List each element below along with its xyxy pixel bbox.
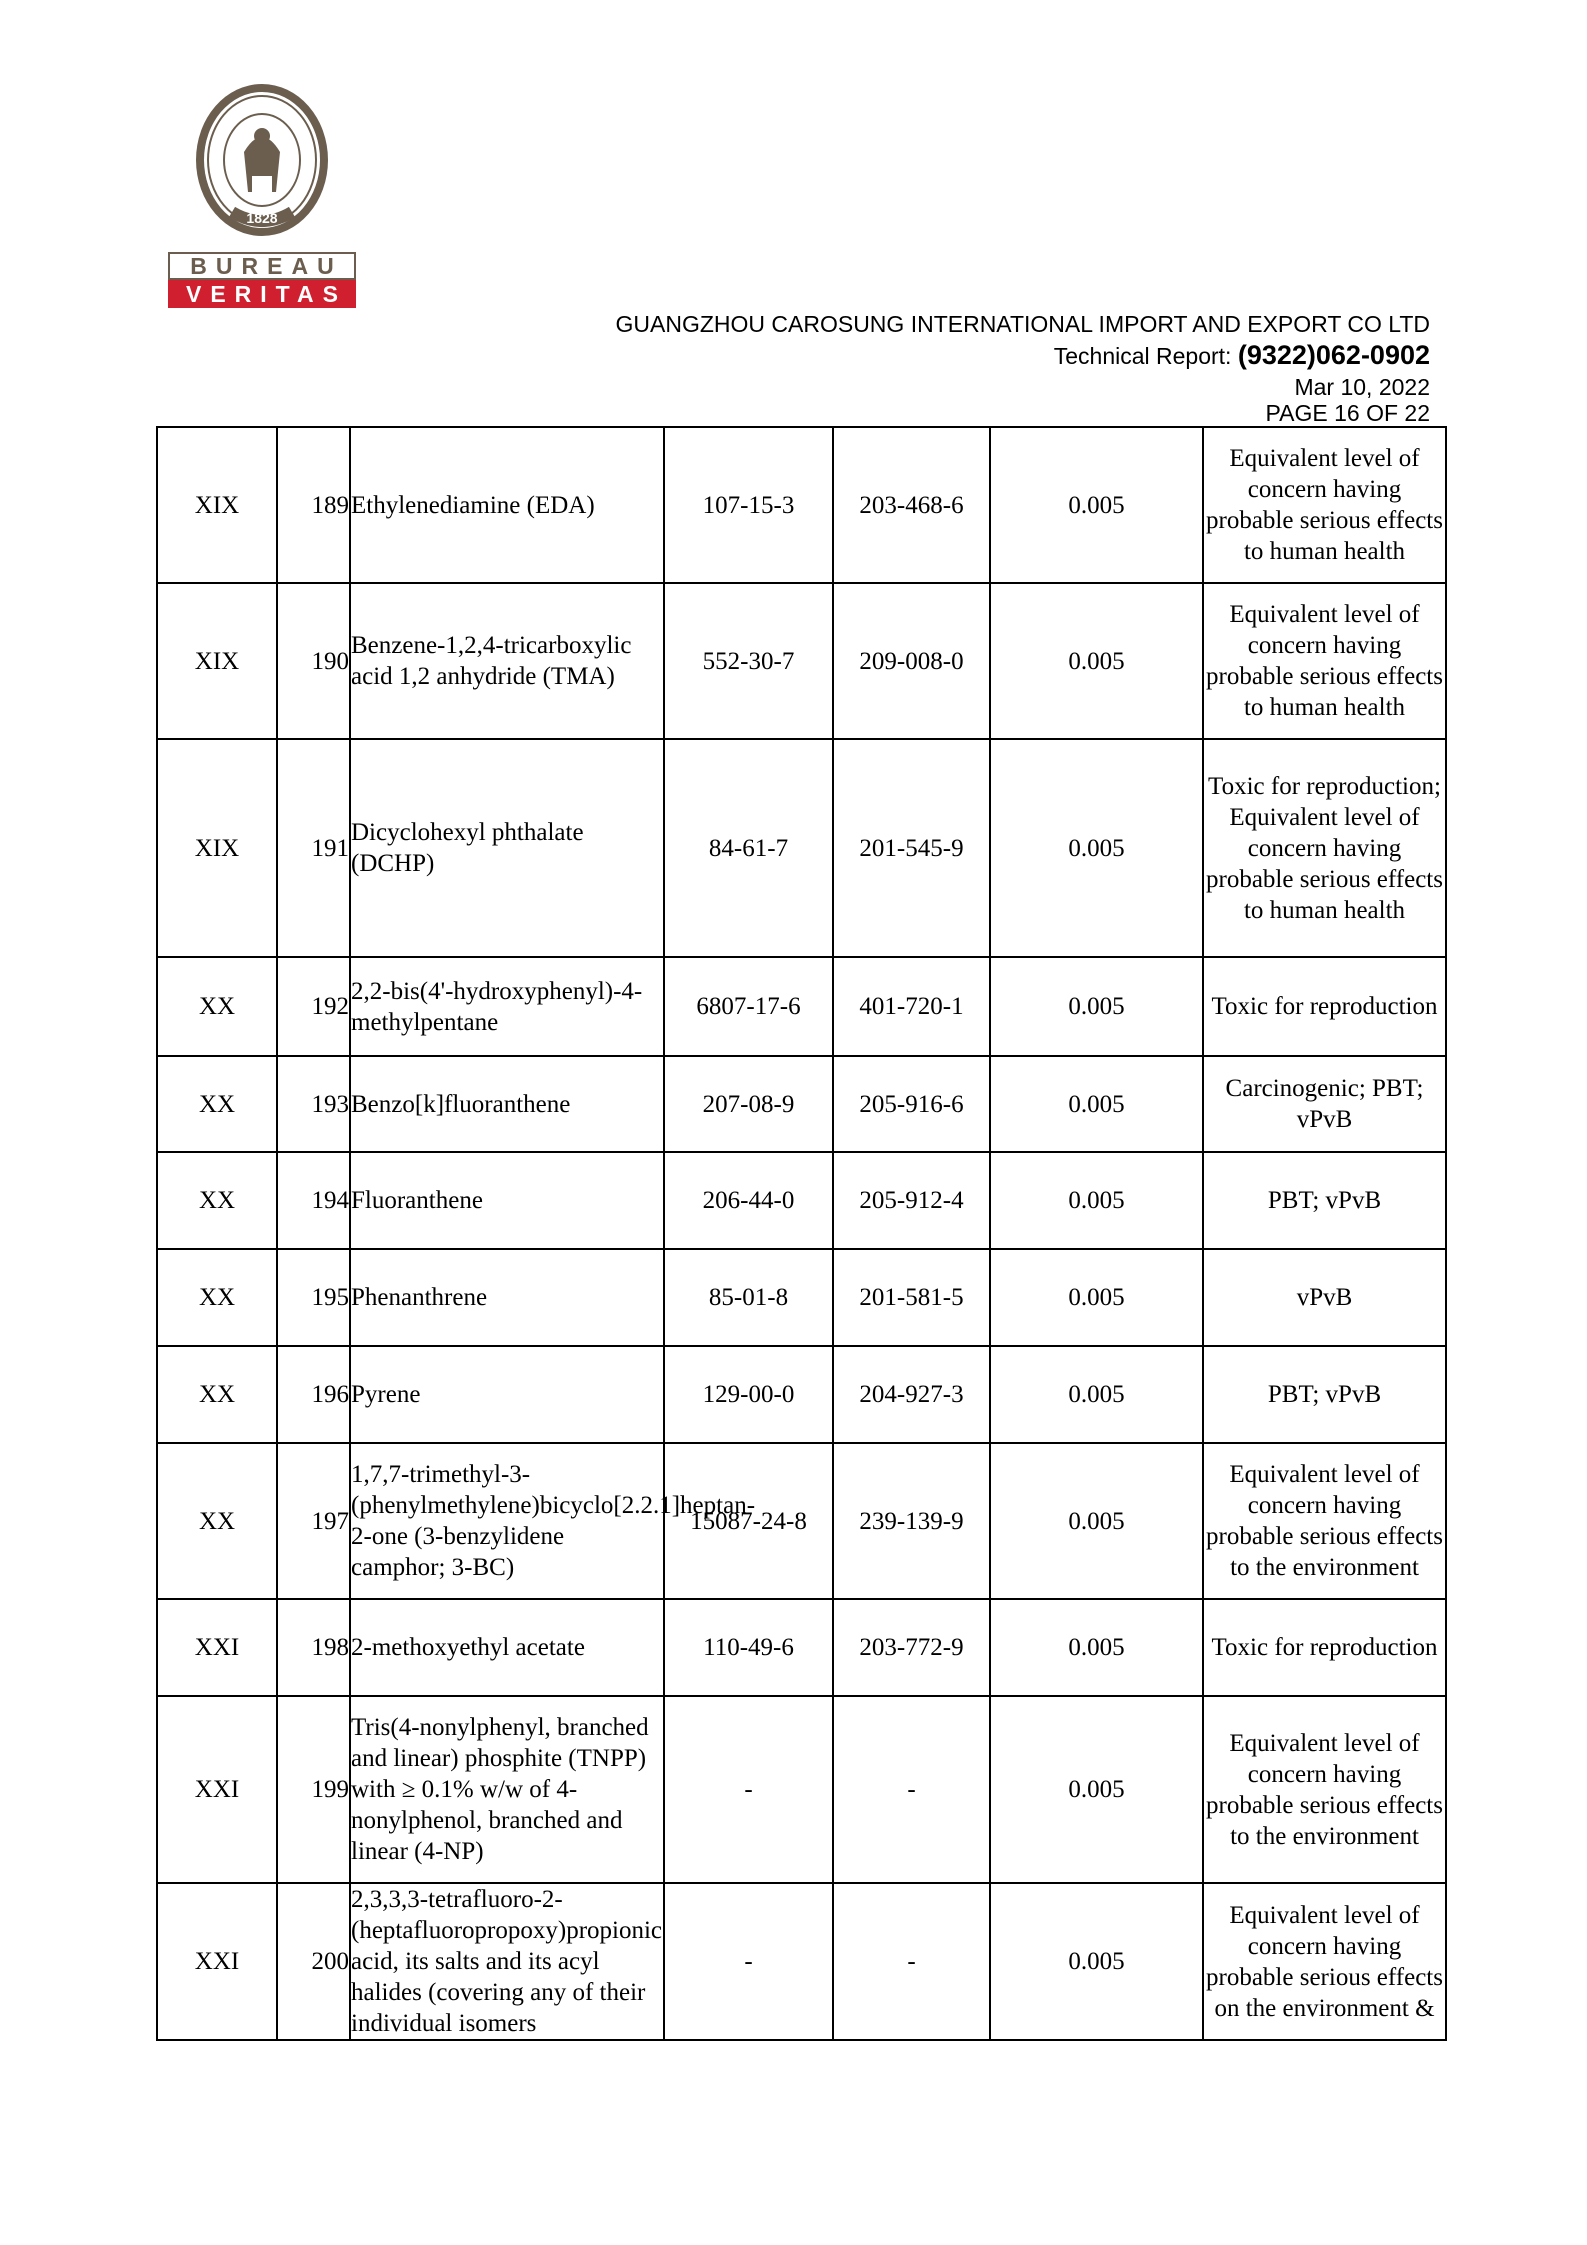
- reason-cell: PBT; vPvB: [1203, 1152, 1446, 1249]
- no-cell: 198: [277, 1599, 350, 1696]
- table-row: [157, 957, 1446, 1056]
- no-cell: 189: [277, 427, 350, 583]
- cas-cell: 206-44-0: [664, 1152, 833, 1249]
- cas-cell: 84-61-7: [664, 739, 833, 957]
- cas-cell: 207-08-9: [664, 1056, 833, 1152]
- cas-cell: -: [664, 1696, 833, 1883]
- limit-cell: 0.005: [990, 583, 1203, 739]
- no-cell: 190: [277, 583, 350, 739]
- ec-cell: 204-927-3: [833, 1346, 990, 1443]
- substance-name-cell: Phenanthrene: [350, 1249, 664, 1346]
- cas-cell: 110-49-6: [664, 1599, 833, 1696]
- substance-name-cell: 2,3,3,3-tetrafluoro-2-(heptafluoropropoxy)propionic acid, its salts and its acyl halides (covering any of their individual isomers: [350, 1883, 664, 2040]
- page-indicator: PAGE 16 OF 22: [1265, 400, 1430, 426]
- substance-name-cell: Benzo[k]fluoranthene: [350, 1056, 664, 1152]
- substance-name-cell: Tris(4-nonylphenyl, branched and linear) phosphite (TNPP) with ≥ 0.1% w/w of 4-nonylphenol, branched and linear (4-NP): [350, 1696, 664, 1883]
- ec-cell: -: [833, 1696, 990, 1883]
- ec-cell: 201-545-9: [833, 739, 990, 957]
- table-row: [157, 1599, 1446, 1696]
- reason-cell: Carcinogenic; PBT; vPvB: [1203, 1056, 1446, 1152]
- table-row: [157, 1152, 1446, 1249]
- table-row: [157, 1883, 1446, 2040]
- reason-cell: Equivalent level of concern having probable serious effects to human health: [1203, 427, 1446, 583]
- svg-text:1828: 1828: [246, 210, 278, 226]
- report-number: (9322)062-0902: [1237, 340, 1430, 370]
- substance-table: [156, 426, 1447, 2041]
- ec-cell: 209-008-0: [833, 583, 990, 739]
- cas-cell: -: [664, 1883, 833, 2040]
- substance-name-cell: 1,7,7-trimethyl-3-(phenylmethylene)bicyclo[2.2.1]heptan-2-one (3-benzylidene camphor; 3-BC): [350, 1443, 664, 1599]
- report-line: [1054, 340, 1430, 371]
- reason-cell: Toxic for reproduction: [1203, 957, 1446, 1056]
- limit-cell: 0.005: [990, 1056, 1203, 1152]
- annex-cell: XX: [157, 1443, 277, 1599]
- cas-cell: 129-00-0: [664, 1346, 833, 1443]
- substance-name-cell: Pyrene: [350, 1346, 664, 1443]
- no-cell: 200: [277, 1883, 350, 2040]
- limit-cell: 0.005: [990, 957, 1203, 1056]
- table-row: [157, 1443, 1446, 1599]
- reason-cell: vPvB: [1203, 1249, 1446, 1346]
- table-row: [157, 1346, 1446, 1443]
- no-cell: 193: [277, 1056, 350, 1152]
- reason-cell: Equivalent level of concern having probable serious effects to human health: [1203, 583, 1446, 739]
- ec-cell: 203-468-6: [833, 427, 990, 583]
- bureau-veritas-seal-icon: [192, 80, 332, 240]
- limit-cell: 0.005: [990, 427, 1203, 583]
- report-date: Mar 10, 2022: [1294, 374, 1430, 400]
- logo-wordmark: [168, 252, 356, 308]
- ec-cell: 203-772-9: [833, 1599, 990, 1696]
- table-row: [157, 1249, 1446, 1346]
- reason-cell: PBT; vPvB: [1203, 1346, 1446, 1443]
- ec-cell: 205-916-6: [833, 1056, 990, 1152]
- substance-name-cell: Fluoranthene: [350, 1152, 664, 1249]
- annex-cell: XXI: [157, 1883, 277, 2040]
- cas-cell: 6807-17-6: [664, 957, 833, 1056]
- ec-cell: 239-139-9: [833, 1443, 990, 1599]
- no-cell: 192: [277, 957, 350, 1056]
- no-cell: 194: [277, 1152, 350, 1249]
- ec-cell: 205-912-4: [833, 1152, 990, 1249]
- cas-cell: 15087-24-8: [664, 1443, 833, 1599]
- logo-word-top: BUREAU: [168, 252, 356, 280]
- substance-name-cell: Benzene-1,2,4-tricarboxylic acid 1,2 anhydride (TMA): [350, 583, 664, 739]
- limit-cell: 0.005: [990, 1443, 1203, 1599]
- limit-cell: 0.005: [990, 1883, 1203, 2040]
- bureau-veritas-logo: [168, 80, 356, 312]
- limit-cell: 0.005: [990, 1599, 1203, 1696]
- limit-cell: 0.005: [990, 1346, 1203, 1443]
- limit-cell: 0.005: [990, 1152, 1203, 1249]
- annex-cell: XIX: [157, 427, 277, 583]
- ec-cell: 201-581-5: [833, 1249, 990, 1346]
- ec-cell: 401-720-1: [833, 957, 990, 1056]
- no-cell: 199: [277, 1696, 350, 1883]
- table-row: [157, 739, 1446, 957]
- no-cell: 196: [277, 1346, 350, 1443]
- table-row: [157, 1056, 1446, 1152]
- logo-word-bottom: VERITAS: [168, 280, 356, 308]
- annex-cell: XX: [157, 957, 277, 1056]
- annex-cell: XX: [157, 1152, 277, 1249]
- report-label: Technical Report:: [1053, 343, 1238, 369]
- cas-cell: 552-30-7: [664, 583, 833, 739]
- substance-name-cell: Ethylenediamine (EDA): [350, 427, 664, 583]
- reason-cell: Toxic for reproduction: [1203, 1599, 1446, 1696]
- reason-cell: Equivalent level of concern having probable serious effects on the environment &: [1203, 1883, 1446, 2040]
- no-cell: 197: [277, 1443, 350, 1599]
- limit-cell: 0.005: [990, 1696, 1203, 1883]
- annex-cell: XX: [157, 1249, 277, 1346]
- limit-cell: 0.005: [990, 1249, 1203, 1346]
- substance-name-cell: Dicyclohexyl phthalate (DCHP): [350, 739, 664, 957]
- annex-cell: XXI: [157, 1696, 277, 1883]
- annex-cell: XXI: [157, 1599, 277, 1696]
- table-row: [157, 583, 1446, 739]
- company-name: GUANGZHOU CAROSUNG INTERNATIONAL IMPORT AND EXPORT CO LTD: [615, 311, 1430, 337]
- cas-cell: 85-01-8: [664, 1249, 833, 1346]
- cas-cell: 107-15-3: [664, 427, 833, 583]
- no-cell: 195: [277, 1249, 350, 1346]
- reason-cell: Equivalent level of concern having probable serious effects to the environment: [1203, 1443, 1446, 1599]
- annex-cell: XX: [157, 1346, 277, 1443]
- substance-name-cell: 2-methoxyethyl acetate: [350, 1599, 664, 1696]
- annex-cell: XIX: [157, 739, 277, 957]
- reason-cell: Equivalent level of concern having probable serious effects to the environment: [1203, 1696, 1446, 1883]
- limit-cell: 0.005: [990, 739, 1203, 957]
- reason-cell: Toxic for reproduction; Equivalent level of concern having probable serious effects to human health: [1203, 739, 1446, 957]
- annex-cell: XIX: [157, 583, 277, 739]
- table-row: [157, 1696, 1446, 1883]
- table-row: [157, 427, 1446, 583]
- substance-name-cell: 2,2-bis(4'-hydroxyphenyl)-4-methylpentane: [350, 957, 664, 1056]
- no-cell: 191: [277, 739, 350, 957]
- ec-cell: -: [833, 1883, 990, 2040]
- annex-cell: XX: [157, 1056, 277, 1152]
